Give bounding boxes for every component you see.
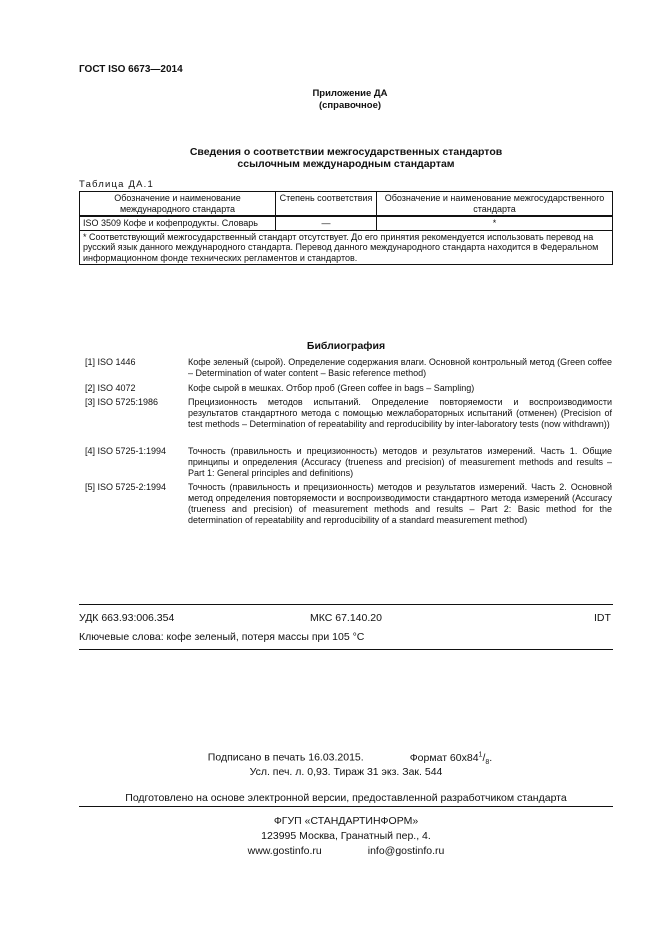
divider xyxy=(79,806,613,807)
bibliography-text: Кофе сырой в мешках. Отбор проб (Green coffee in bags – Sampling) xyxy=(188,383,475,393)
divider xyxy=(79,604,613,605)
header-degree: Степень соответствия xyxy=(276,192,377,217)
bibliography-item xyxy=(85,397,612,443)
table-row xyxy=(80,216,613,230)
publisher-website-link[interactable]: www.gostinfo.ru xyxy=(247,845,322,857)
imprint-format-numerator: 1 xyxy=(478,751,483,758)
imprint-print-details: Усл. печ. л. 0,93. Тираж 31 экз. Зак. 544 xyxy=(249,766,443,778)
annex-heading xyxy=(0,88,661,111)
table-footnote-row xyxy=(80,230,613,265)
correspondence-table xyxy=(79,191,613,265)
bibliography-item xyxy=(85,357,612,381)
cell-interstate-standard: * xyxy=(377,216,613,230)
bibliography-title: Библиография xyxy=(306,340,386,352)
header-international-standard: Обозначение и наименование международного стандарта xyxy=(80,192,276,217)
bibliography-ref: [5] ISO 5725-2:1994 xyxy=(85,482,167,492)
udk-code: УДК 663.93:006.354 xyxy=(79,612,175,624)
header-interstate-standard: Обозначение и наименование межгосударственного стандарта xyxy=(377,192,613,217)
bibliography-text: Точность (правильность и прецизионность) методов и результатов измерений. Часть 1. Общие принципы и определения (Accuracy (trueness and precision) of measurement methods and results – Part 1: General principles and definitions) xyxy=(188,446,612,478)
annex-subtitle: (справочное) xyxy=(318,99,382,111)
publisher-contacts xyxy=(0,845,661,857)
imprint-format-denominator: 8 xyxy=(485,758,490,766)
imprint-signed-line xyxy=(0,751,661,766)
bibliography-ref: [3] ISO 5725:1986 xyxy=(85,397,159,407)
cell-degree: — xyxy=(276,216,377,230)
bibliography-ref: [1] ISO 1446 xyxy=(85,357,136,367)
imprint-signed: Подписано в печать 16.03.2015. xyxy=(207,751,364,764)
divider xyxy=(79,649,613,650)
bibliography-item xyxy=(85,482,612,540)
table-label: Таблица ДА.1 xyxy=(79,179,154,190)
bibliography-text: Прецизионность методов испытаний. Определение повторяемости и воспроизводимости результатов стандартного метода с помощью межлабораторных испытаний (отменен) (Precision of test methods – Determination of repeatability and reproducibility by inter-laboratory tests (now withdrawn)) xyxy=(188,397,612,429)
table-header-row xyxy=(80,192,613,217)
idt-code: IDT xyxy=(594,612,611,624)
table-footnote: * Соответствующий межгосударственный стандарт отсутствует. До его принятия рекомендуется использовать перевод на русский язык данного международного стандарта. Перевод данного международного стандарта находится в Федеральном информационном фонде технических регламентов и стандартов. xyxy=(80,230,613,265)
mks-code: МКС 67.140.20 xyxy=(310,612,382,624)
section-heading-line2: ссылочным международным стандартам xyxy=(237,158,455,170)
bibliography-item xyxy=(85,383,612,395)
bibliography-text: Точность (правильность и прецизионность) методов и результатов измерений. Часть 2. Основной метод определения повторяемости и воспроизводимости стандартного метода измерений (Accuracy (trueness and precision) of measurement methods and results – Part 2: Basic method for the determination of repeatability and reproducibility of a standard measurement method) xyxy=(188,482,612,525)
imprint-format-suffix: . xyxy=(489,751,493,764)
keywords: Ключевые слова: кофе зеленый, потеря массы при 105 °С xyxy=(79,631,365,643)
section-heading xyxy=(0,146,661,170)
imprint-prepared: Подготовлено на основе электронной версии, предоставленной разработчиком стандарта xyxy=(125,792,567,804)
bibliography-ref: [4] ISO 5725-1:1994 xyxy=(85,446,167,456)
section-heading-line1: Сведения о соответствии межгосударственных стандартов xyxy=(189,146,503,158)
annex-title: Приложение ДА xyxy=(312,88,388,99)
document-code: ГОСТ ISO 6673—2014 xyxy=(79,64,183,75)
publisher-name: ФГУП «СТАНДАРТИНФОРМ» xyxy=(273,815,419,827)
imprint-format-text: Формат 60x84 xyxy=(409,751,479,764)
bibliography-text: Кофе зеленый (сырой). Определение содержания влаги. Основной контрольный метод (Green coffee – Determination of water content – Basic reference method) xyxy=(188,357,612,378)
cell-international-standard: ISO 3509 Кофе и кофепродукты. Словарь xyxy=(80,216,276,230)
publisher-email-link[interactable]: info@gostinfo.ru xyxy=(367,845,445,857)
publisher-address: 123995 Москва, Гранатный пер., 4. xyxy=(261,830,431,842)
bibliography-ref: [2] ISO 4072 xyxy=(85,383,136,393)
bibliography-item xyxy=(85,446,612,481)
imprint-format: Формат $60x84^1/_8$. xyxy=(409,751,493,766)
